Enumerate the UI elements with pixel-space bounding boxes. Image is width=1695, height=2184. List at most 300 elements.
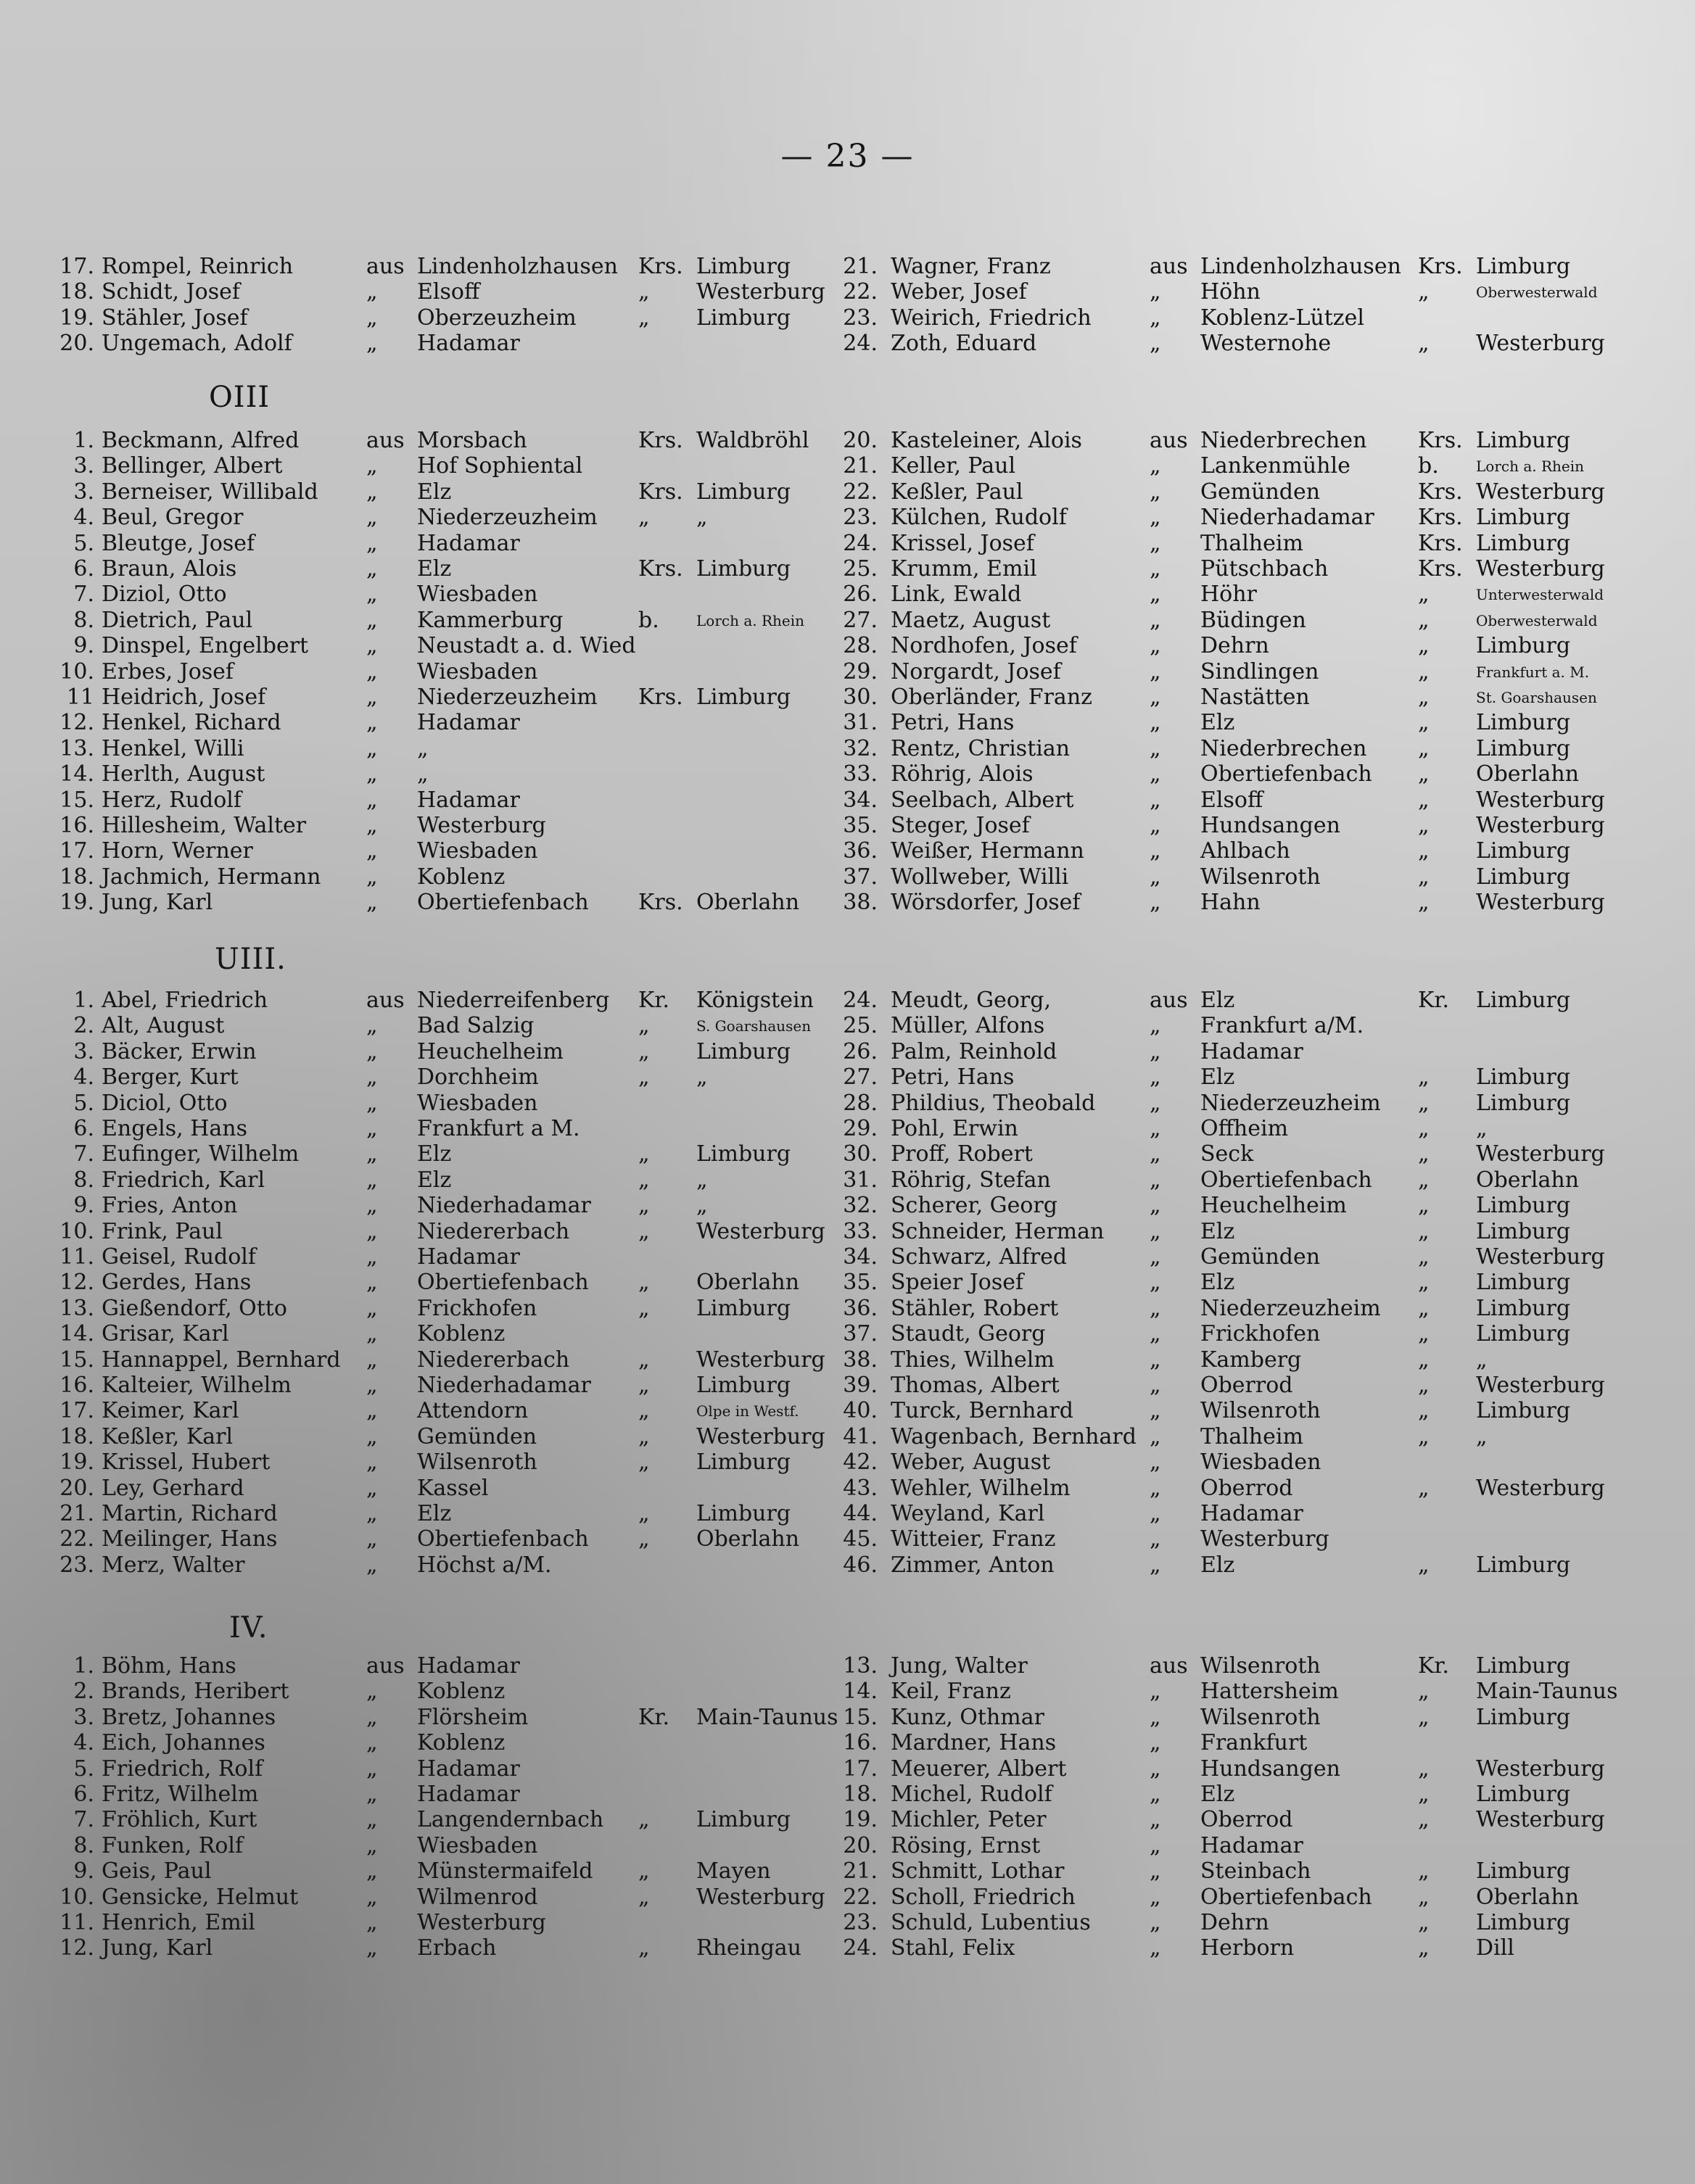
entry-number: 43. xyxy=(843,1475,878,1501)
from-label: „ xyxy=(1150,1244,1161,1270)
student-name: Wagner, Franz xyxy=(891,254,1051,279)
district: Limburg xyxy=(696,1807,791,1833)
from-label: „ xyxy=(366,1013,378,1039)
from-label: „ xyxy=(1150,1141,1161,1167)
district-label: Krs. xyxy=(638,556,683,582)
from-label: „ xyxy=(1150,1193,1161,1219)
district: Limburg xyxy=(1476,1218,1571,1244)
from-label: „ xyxy=(366,1475,378,1501)
entry-number: 10. xyxy=(59,1218,94,1244)
entry-number: 23. xyxy=(843,1910,878,1935)
student-name: Weber, Josef xyxy=(891,279,1027,305)
student-name: Petri, Hans xyxy=(891,710,1015,736)
from-label: „ xyxy=(366,582,378,608)
hometown: Elz xyxy=(1200,1552,1235,1578)
entry-number: 20. xyxy=(59,1475,94,1501)
from-label: „ xyxy=(1150,1858,1161,1885)
district-label: „ xyxy=(638,279,650,305)
hometown: Hundsangen xyxy=(1200,813,1340,838)
student-name: Petri, Hans xyxy=(891,1064,1015,1091)
list-item xyxy=(0,1347,1695,1373)
district: „ xyxy=(696,1193,708,1219)
student-name: Diziol, Otto xyxy=(102,582,227,608)
district: Westerburg xyxy=(1476,1475,1605,1501)
student-name: Hillesheim, Walter xyxy=(102,813,307,838)
hometown: Wiesbaden xyxy=(417,838,538,864)
entry-number: 17. xyxy=(59,254,94,279)
list-item xyxy=(0,1398,1695,1424)
entry-number: 22. xyxy=(59,1526,94,1552)
from-label: „ xyxy=(1150,1038,1161,1064)
student-name: Dinspel, Engelbert xyxy=(102,633,309,659)
district: Limburg xyxy=(1476,1321,1571,1347)
district: Mayen xyxy=(696,1858,771,1885)
hometown: Büdingen xyxy=(1200,607,1306,633)
from-label: „ xyxy=(1150,1501,1161,1526)
entry-number: 6. xyxy=(73,556,94,582)
district-label: „ xyxy=(1418,1090,1430,1116)
hometown: Langendernbach xyxy=(417,1807,604,1833)
from-label: „ xyxy=(366,479,378,505)
entry-number: 24. xyxy=(843,1935,878,1961)
district: Oberlahn xyxy=(1476,1884,1580,1910)
from-label: „ xyxy=(1150,684,1161,710)
student-name: Mardner, Hans xyxy=(891,1730,1057,1756)
district: Limburg xyxy=(696,1038,791,1064)
from-label: „ xyxy=(366,1398,378,1424)
from-label: „ xyxy=(366,1755,378,1782)
from-label: „ xyxy=(1150,1373,1161,1398)
district: Limburg xyxy=(1476,1858,1571,1885)
from-label: „ xyxy=(366,1782,378,1807)
from-label: „ xyxy=(1150,710,1161,736)
district-label: „ xyxy=(1418,787,1430,813)
district-label: „ xyxy=(638,1807,650,1833)
student-name: Fröhlich, Kurt xyxy=(102,1807,257,1833)
district: Limburg xyxy=(1476,710,1571,736)
student-name: Keßler, Karl xyxy=(102,1423,234,1449)
hometown: Offheim xyxy=(1200,1116,1289,1141)
district: Limburg xyxy=(1476,428,1571,453)
hometown: Morsbach xyxy=(417,428,527,453)
district: „ xyxy=(696,1064,708,1091)
hometown: Sindlingen xyxy=(1200,658,1319,684)
district: Limburg xyxy=(696,254,791,279)
entry-number: 11 xyxy=(66,684,94,710)
student-name: Berger, Kurt xyxy=(102,1064,239,1091)
entry-number: 11. xyxy=(59,1910,94,1935)
district: Limburg xyxy=(1476,1193,1571,1219)
student-name: Rösing, Ernst xyxy=(891,1832,1041,1858)
entry-number: 9. xyxy=(73,1858,94,1885)
student-name: Weyland, Karl xyxy=(891,1501,1045,1526)
district: Oberlahn xyxy=(1476,1167,1580,1193)
from-label: „ xyxy=(1150,1832,1161,1858)
hometown: Niederreifenberg xyxy=(417,988,610,1013)
from-label: „ xyxy=(366,1270,378,1296)
list-item xyxy=(0,761,1695,787)
student-name: Michler, Peter xyxy=(891,1807,1047,1833)
entry-number: 18. xyxy=(843,1782,878,1807)
district-label: Kr. xyxy=(1418,988,1449,1013)
hometown: Steinbach xyxy=(1200,1858,1311,1885)
entry-number: 33. xyxy=(843,1218,878,1244)
student-name: Schidt, Josef xyxy=(102,279,240,305)
student-name: Speier Josef xyxy=(891,1270,1024,1296)
entry-number: 12. xyxy=(59,710,94,736)
list-item xyxy=(0,505,1695,531)
student-name: Thies, Wilhelm xyxy=(891,1347,1055,1373)
district-label: Krs. xyxy=(1418,505,1463,531)
entry-number: 25. xyxy=(843,556,878,582)
student-name: Keil, Franz xyxy=(891,1679,1011,1705)
from-label: „ xyxy=(366,1884,378,1910)
from-label: „ xyxy=(1150,633,1161,659)
entry-number: 29. xyxy=(843,658,878,684)
hometown: Hof Sophiental xyxy=(417,453,583,479)
district-label: Krs. xyxy=(1418,254,1463,279)
list-item xyxy=(0,556,1695,582)
entry-number: 28. xyxy=(843,633,878,659)
hometown: „ xyxy=(417,735,429,761)
list-item xyxy=(0,428,1695,454)
student-name: Zoth, Eduard xyxy=(891,331,1037,357)
district-label: Krs. xyxy=(638,479,683,505)
hometown: Heuchelheim xyxy=(417,1038,564,1064)
from-label: „ xyxy=(1150,1295,1161,1321)
hometown: Hundsangen xyxy=(1200,1755,1340,1782)
from-label: „ xyxy=(366,735,378,761)
entry-number: 27. xyxy=(843,1064,878,1091)
district-label: „ xyxy=(638,1423,650,1449)
from-label: „ xyxy=(1150,1321,1161,1347)
entry-number: 14. xyxy=(843,1679,878,1705)
list-item xyxy=(0,1373,1695,1399)
student-name: Rompel, Reinrich xyxy=(102,254,294,279)
hometown: Niederhadamar xyxy=(417,1373,591,1398)
student-name: Witteier, Franz xyxy=(891,1526,1056,1552)
district-label: „ xyxy=(1418,1321,1430,1347)
entry-number: 3. xyxy=(73,453,94,479)
from-label: „ xyxy=(366,1373,378,1398)
student-name: Braun, Alois xyxy=(102,556,237,582)
district-label: „ xyxy=(1418,1755,1430,1782)
district: Westerburg xyxy=(696,1218,825,1244)
list-item xyxy=(0,1910,1695,1936)
student-name: Funken, Rolf xyxy=(102,1832,244,1858)
district-label: „ xyxy=(1418,1193,1430,1219)
hometown: Wiesbaden xyxy=(417,658,538,684)
district-label: b. xyxy=(1418,453,1439,479)
entry-number: 22. xyxy=(843,479,878,505)
list-item xyxy=(0,1476,1695,1502)
from-label: „ xyxy=(1150,1679,1161,1705)
student-name: Maetz, August xyxy=(891,607,1051,633)
from-label: aus xyxy=(366,254,405,279)
entry-number: 25. xyxy=(843,1013,878,1039)
hometown: Wiesbaden xyxy=(417,1832,538,1858)
list-item xyxy=(0,1935,1695,1961)
from-label: „ xyxy=(1150,1218,1161,1244)
list-item xyxy=(0,1321,1695,1347)
student-name: Engels, Hans xyxy=(102,1116,248,1141)
from-label: „ xyxy=(1150,1167,1161,1193)
from-label: „ xyxy=(366,1038,378,1064)
entry-number: 9. xyxy=(73,633,94,659)
district: Oberwesterwald xyxy=(1476,284,1598,302)
student-name: Oberländer, Franz xyxy=(891,684,1092,710)
entry-number: 34. xyxy=(843,787,878,813)
entry-number: 45. xyxy=(843,1526,878,1552)
entry-number: 3. xyxy=(73,1704,94,1730)
student-name: Herz, Rudolf xyxy=(102,787,242,813)
hometown: Obertiefenbach xyxy=(417,890,589,916)
from-label: „ xyxy=(366,1832,378,1858)
from-label: „ xyxy=(1150,735,1161,761)
entry-number: 8. xyxy=(73,1832,94,1858)
district-label: „ xyxy=(638,1347,650,1373)
entry-number: 5. xyxy=(73,1755,94,1782)
student-name: Meuerer, Albert xyxy=(891,1755,1067,1782)
student-name: Turck, Bernhard xyxy=(891,1398,1073,1424)
entry-number: 21. xyxy=(843,453,878,479)
from-label: „ xyxy=(366,1423,378,1449)
entry-number: 28. xyxy=(843,1090,878,1116)
from-label: „ xyxy=(366,305,378,331)
district: Limburg xyxy=(696,479,791,505)
from-label: „ xyxy=(1150,761,1161,787)
district: Lorch a. Rhein xyxy=(1476,458,1585,476)
district-label: „ xyxy=(1418,658,1430,684)
hometown: Wiesbaden xyxy=(417,582,538,608)
district: Westerburg xyxy=(1476,1373,1605,1398)
student-name: Zimmer, Anton xyxy=(891,1552,1055,1578)
district: Oberwesterwald xyxy=(1476,611,1598,629)
district: Westerburg xyxy=(1476,890,1605,916)
entry-number: 14. xyxy=(59,761,94,787)
from-label: „ xyxy=(366,1501,378,1526)
district: Limburg xyxy=(1476,633,1571,659)
district-label: „ xyxy=(1418,1373,1430,1398)
from-label: „ xyxy=(366,1704,378,1730)
entry-number: 11. xyxy=(59,1244,94,1270)
page-number: — 23 — xyxy=(780,138,915,175)
from-label: „ xyxy=(366,1321,378,1347)
entry-number: 18. xyxy=(59,864,94,890)
entry-number: 29. xyxy=(843,1116,878,1141)
from-label: „ xyxy=(1150,1730,1161,1756)
district: Limburg xyxy=(1476,838,1571,864)
list-item xyxy=(0,1858,1695,1885)
district: Westerburg xyxy=(1476,787,1605,813)
student-name: Stahl, Felix xyxy=(891,1935,1015,1961)
district-label: „ xyxy=(638,1935,650,1961)
entry-number: 21. xyxy=(59,1501,94,1526)
hometown: Hadamar xyxy=(417,710,520,736)
district-label: „ xyxy=(1418,1910,1430,1935)
list-item xyxy=(0,453,1695,479)
district-label: „ xyxy=(1418,1552,1430,1578)
entry-number: 14. xyxy=(59,1321,94,1347)
from-label: „ xyxy=(366,1807,378,1833)
list-item xyxy=(0,531,1695,557)
entry-number: 12. xyxy=(59,1270,94,1296)
district: Limburg xyxy=(1476,1090,1571,1116)
district-label: „ xyxy=(638,1884,650,1910)
student-name: Thomas, Albert xyxy=(891,1373,1060,1398)
district: Westerburg xyxy=(696,1423,825,1449)
student-name: Jung, Karl xyxy=(102,1935,213,1961)
from-label: „ xyxy=(1150,890,1161,916)
district-label: „ xyxy=(638,1501,650,1526)
student-name: Norgardt, Josef xyxy=(891,658,1061,684)
district: Westerburg xyxy=(1476,1244,1605,1270)
hometown: Hadamar xyxy=(417,787,520,813)
district-label: „ xyxy=(1418,607,1430,633)
entry-number: 16. xyxy=(843,1730,878,1756)
student-name: Rentz, Christian xyxy=(891,735,1071,761)
hometown: Ahlbach xyxy=(1200,838,1290,864)
district: Westerburg xyxy=(1476,556,1605,582)
hometown: Gemünden xyxy=(1200,1244,1321,1270)
student-name: Weirich, Friedrich xyxy=(891,305,1092,331)
student-name: Erbes, Josef xyxy=(102,658,234,684)
list-item xyxy=(0,1552,1695,1579)
district: Limburg xyxy=(1476,1398,1571,1424)
list-item xyxy=(0,988,1695,1014)
list-item xyxy=(0,1116,1695,1142)
from-label: aus xyxy=(1150,988,1188,1013)
list-item xyxy=(0,787,1695,814)
entry-number: 19. xyxy=(59,305,94,331)
from-label: „ xyxy=(1150,1064,1161,1091)
entry-number: 15. xyxy=(59,1347,94,1373)
list-item xyxy=(0,1091,1695,1117)
district: Limburg xyxy=(1476,1653,1571,1679)
entry-number: 6. xyxy=(73,1782,94,1807)
student-name: Schwarz, Alfred xyxy=(891,1244,1068,1270)
from-label: „ xyxy=(366,787,378,813)
from-label: „ xyxy=(366,633,378,659)
entry-number: 21. xyxy=(843,254,878,279)
from-label: „ xyxy=(366,864,378,890)
hometown: Niederzeuzheim xyxy=(1200,1295,1381,1321)
student-name: Meilinger, Hans xyxy=(102,1526,278,1552)
district: Limburg xyxy=(1476,864,1571,890)
student-name: Jung, Walter xyxy=(891,1653,1028,1679)
entry-number: 10. xyxy=(59,1884,94,1910)
entry-number: 8. xyxy=(73,1167,94,1193)
from-label: „ xyxy=(1150,787,1161,813)
hometown: Pütschbach xyxy=(1200,556,1329,582)
hometown: Wilsenroth xyxy=(1200,1398,1321,1424)
district-label: „ xyxy=(638,1167,650,1193)
entry-number: 19. xyxy=(59,890,94,916)
entry-number: 3. xyxy=(73,1038,94,1064)
student-name: Keller, Paul xyxy=(891,453,1016,479)
student-name: Henkel, Richard xyxy=(102,710,281,736)
student-name: Pohl, Erwin xyxy=(891,1116,1018,1141)
student-name: Frink, Paul xyxy=(102,1218,223,1244)
district: Limburg xyxy=(696,305,791,331)
student-name: Gerdes, Hans xyxy=(102,1270,252,1296)
entry-number: 40. xyxy=(843,1398,878,1424)
from-label: „ xyxy=(1150,305,1161,331)
entry-number: 36. xyxy=(843,838,878,864)
district-label: „ xyxy=(638,1295,650,1321)
district-label: Kr. xyxy=(1418,1653,1449,1679)
student-name: Martin, Richard xyxy=(102,1501,278,1526)
from-label: „ xyxy=(1150,1116,1161,1141)
from-label: aus xyxy=(1150,428,1188,453)
entry-number: 38. xyxy=(843,890,878,916)
student-name: Beul, Gregor xyxy=(102,505,244,531)
student-name: Kunz, Othmar xyxy=(891,1704,1044,1730)
hometown: Elz xyxy=(1200,1782,1235,1807)
district-label: „ xyxy=(1418,761,1430,787)
student-name: Scherer, Georg xyxy=(891,1193,1057,1219)
from-label: „ xyxy=(366,1193,378,1219)
hometown: Münstermaifeld xyxy=(417,1858,593,1885)
hometown: Hattersheim xyxy=(1200,1679,1339,1705)
district-label: „ xyxy=(1418,1347,1430,1373)
district: Oberlahn xyxy=(696,1526,800,1552)
from-label: „ xyxy=(1150,1475,1161,1501)
hometown: Elz xyxy=(417,479,452,505)
student-name: Alt, August xyxy=(102,1013,225,1039)
from-label: „ xyxy=(366,607,378,633)
hometown: Erbach xyxy=(417,1935,497,1961)
from-label: „ xyxy=(1150,582,1161,608)
student-name: Eufinger, Wilhelm xyxy=(102,1141,300,1167)
list-item xyxy=(0,659,1695,685)
from-label: „ xyxy=(1150,1935,1161,1961)
entry-number: 12. xyxy=(59,1935,94,1961)
hometown: Frankfurt a/M. xyxy=(1200,1013,1364,1039)
student-name: Beckmann, Alfred xyxy=(102,428,300,453)
student-name: Fritz, Wilhelm xyxy=(102,1782,259,1807)
from-label: „ xyxy=(366,279,378,305)
district-label: „ xyxy=(638,1398,650,1424)
section-title: IV. xyxy=(229,1611,268,1645)
student-name: Bleutge, Josef xyxy=(102,530,255,556)
student-name: Krissel, Hubert xyxy=(102,1449,271,1476)
entry-number: 18. xyxy=(59,1423,94,1449)
entry-number: 22. xyxy=(843,1884,878,1910)
list-item xyxy=(0,305,1695,331)
student-name: Grisar, Karl xyxy=(102,1321,229,1347)
from-label: „ xyxy=(1150,453,1161,479)
hometown: Elz xyxy=(417,1167,452,1193)
district: Limburg xyxy=(1476,530,1571,556)
district: „ xyxy=(1476,1423,1488,1449)
entry-number: 3. xyxy=(73,479,94,505)
district-label: „ xyxy=(1418,1884,1430,1910)
district: Lorch a. Rhein xyxy=(696,611,805,629)
entry-number: 41. xyxy=(843,1423,878,1449)
student-name: Palm, Reinhold xyxy=(891,1038,1057,1064)
entry-number: 4. xyxy=(73,1730,94,1756)
district-label: „ xyxy=(1418,1295,1430,1321)
student-name: Geis, Paul xyxy=(102,1858,212,1885)
district-label: „ xyxy=(638,1193,650,1219)
hometown: Kamberg xyxy=(1200,1347,1302,1373)
student-name: Weißer, Hermann xyxy=(891,838,1084,864)
entry-number: 2. xyxy=(73,1679,94,1705)
from-label: „ xyxy=(1150,1013,1161,1039)
hometown: Niedererbach xyxy=(417,1347,570,1373)
district: Westerburg xyxy=(1476,479,1605,505)
